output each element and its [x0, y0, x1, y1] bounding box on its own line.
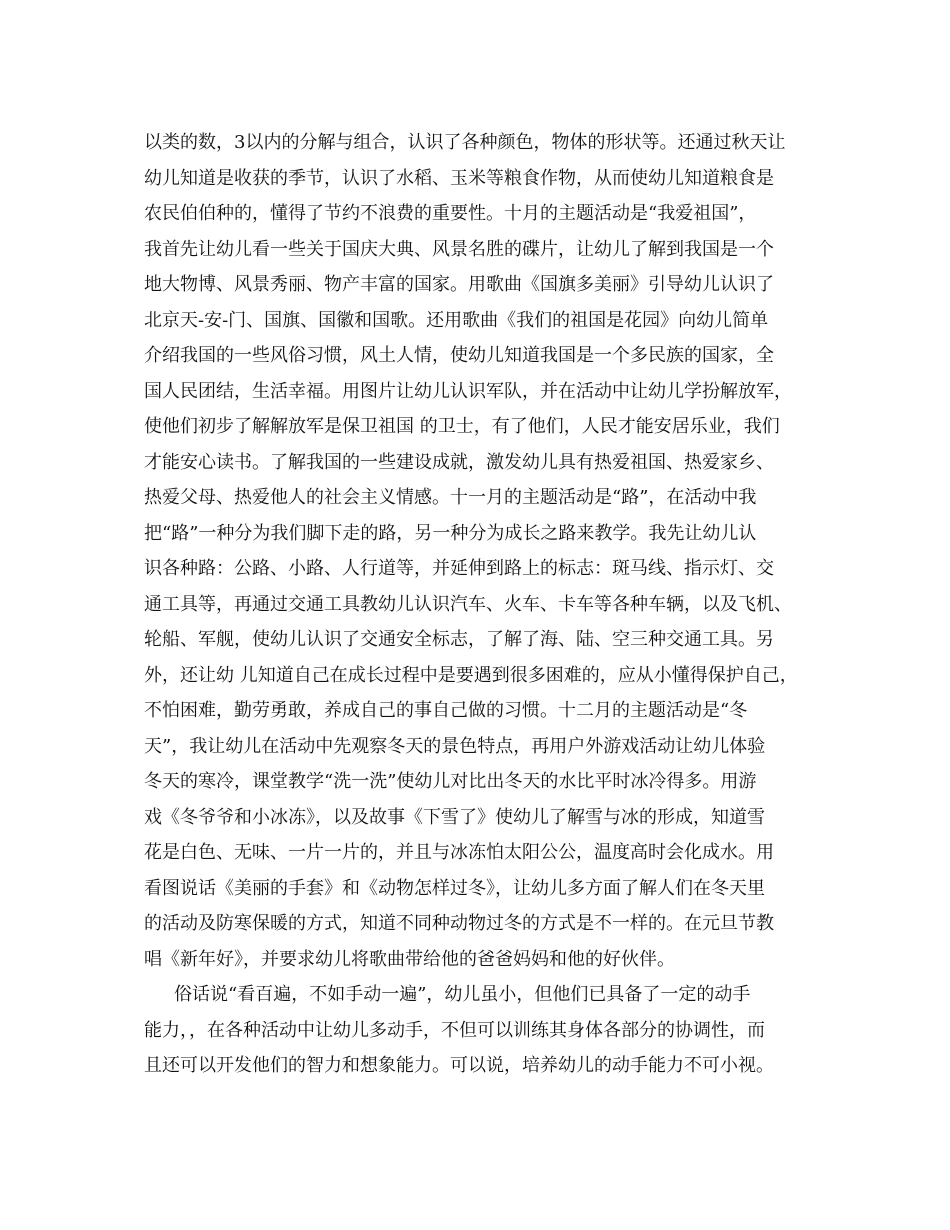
- text-line: 识各种路：公路、小路、人行道等，并延伸到路上的标志：斑马线、指示灯、交: [144, 558, 774, 579]
- text-line: 外，还让幼 儿知道自己在成长过程中是要遇到很多困难的，应从小懂得保护自己，: [144, 664, 798, 686]
- text-line: 花是白色、无味、一片一片的，并且与冰冻怕太阳公公，温度高时会化成水。用: [144, 842, 774, 863]
- text-line: 不怕困难，勤劳勇敢，养成自己的事自己做的习惯。十二月的主题活动是“冬: [144, 700, 748, 721]
- text-line: 国人民团结，生活幸福。用图片让幼儿认识军队，并在活动中让幼儿学扮解放军，: [144, 380, 792, 402]
- paragraph-start-line: 俗话说“看百遍，不如手动一遍”，幼儿虽小，但他们已具备了一定的动手: [174, 984, 751, 1005]
- body-text: [144, 125, 824, 1084]
- text-line: 戏《冬爷爷和小冰冻》，以及故事《下雪了》使幼儿了解雪与冰的形成，知道雪: [144, 806, 765, 828]
- text-line: 能力，，在各种活动中让幼儿多动手，不但可以训练其身体各部分的协调性，而: [144, 1019, 765, 1041]
- text-line: 天”，我让幼儿在活动中先观察冬天的景色特点，再用户外游戏活动让幼儿体验: [144, 735, 766, 757]
- text-line: 我首先让幼儿看一些关于国庆大典、风景名胜的碟片，让幼儿了解到我国是一个: [144, 238, 774, 260]
- text-line: 的活动及防寒保暖的方式，知道不同种动物过冬的方式是不一样的。在元旦节教: [144, 913, 774, 934]
- text-line: 唱《新年好》，并要求幼儿将歌曲带给他的爸爸妈妈和他的好伙伴。: [144, 948, 675, 970]
- text-line: 且还可以开发他们的智力和想象能力。可以说，培养幼儿的动手能力不可小视。: [144, 1055, 774, 1076]
- text-line: 热爱父母、热爱他人的社会主义情感。十一月的主题活动是“路”，在活动中我: [144, 487, 757, 508]
- text-line: 农民伯伯种的，懂得了节约不浪费的重要性。十月的主题活动是“我爱祖国”，: [144, 203, 757, 224]
- text-line: 冬天的寒冷，课堂教学“洗一洗”使幼儿对比出冬天的水比平时冰冷得多。用游: [144, 771, 757, 792]
- text-line: 看图说话《美丽的手套》和《动物怎样过冬》，让幼儿多方面了解人们在冬天里: [144, 877, 765, 899]
- text-line: 使他们初步了解解放军是保卫祖国 的卫士，有了他们，人民才能安居乐业，我们: [144, 416, 780, 437]
- text-line: 以类的数，3以内的分解与组合，认识了各种颜色，物体的形状等。还通过秋天让: [144, 132, 786, 153]
- text-line: 把“路”一种分为我们脚下走的路，另一种分为成长之路来教学。我先让幼儿认: [144, 522, 757, 544]
- text-line: 才能安心读书。了解我国的一些建设成就，激发幼儿具有热爱祖国、热爱家乡、: [144, 451, 774, 473]
- text-line: 轮船、军舰，使幼儿认识了交通安全标志，了解了海、陆、空三种交通工具。另: [144, 629, 774, 650]
- text-line: 地大物博、风景秀丽、物产丰富的国家。用歌曲《国旗多美丽》引导幼儿认识了: [144, 274, 774, 295]
- text-line: 介绍我国的一些风俗习惯，风土人情，使幼儿知道我国是一个多民族的国家，全: [144, 345, 774, 366]
- text-line: 通工具等，再通过交通工具教幼儿认识汽车、火车、卡车等各种车辆，以及飞机、: [144, 593, 792, 615]
- text-line: 北京天-安-门、国旗、国徽和国歌。还用歌曲《我们的祖国是花园》向幼儿简单: [144, 309, 769, 331]
- text-line: 幼儿知道是收获的季节，认识了水稻、玉米等粮食作物，从而使幼儿知道粮食是: [144, 167, 774, 189]
